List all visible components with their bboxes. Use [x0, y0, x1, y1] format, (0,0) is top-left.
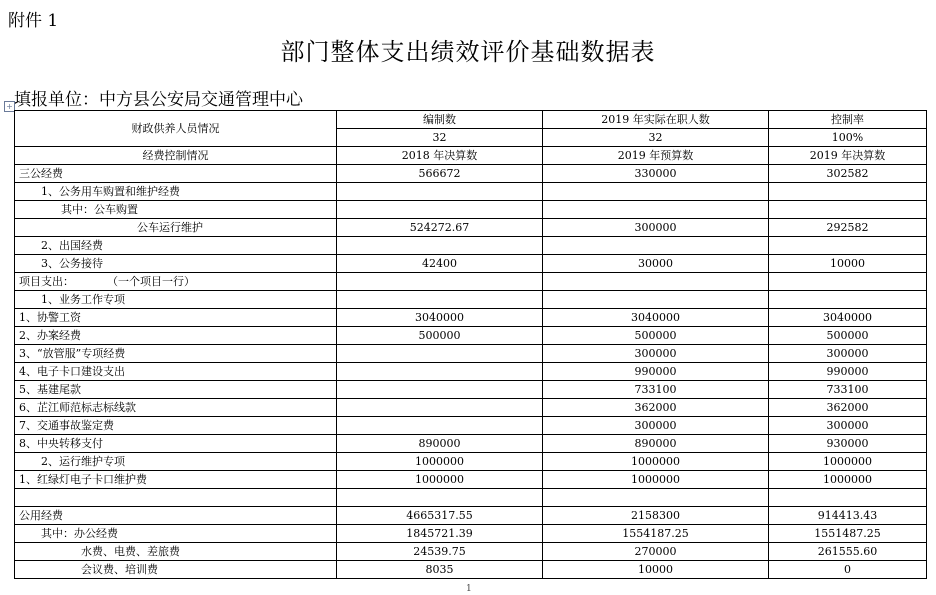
table-move-handle-icon[interactable]: + — [4, 101, 15, 112]
value-2019-budget — [543, 291, 769, 309]
row-label: 1、协警工资 — [15, 309, 337, 327]
value-2018-final: 1845721.39 — [337, 525, 543, 543]
row-label: 公车运行维护 — [15, 219, 337, 237]
table-row — [15, 291, 927, 309]
value-2018-final: 500000 — [337, 327, 543, 345]
row-label: 其中：公车购置 — [15, 201, 337, 219]
value-2019-final: 1551487.25 — [769, 525, 927, 543]
value-2019-final: 300000 — [769, 345, 927, 363]
value-2019-budget: 3040000 — [543, 309, 769, 327]
value-2019-budget: 2158300 — [543, 507, 769, 525]
value-2019-budget — [543, 201, 769, 219]
value-2019-final — [769, 237, 927, 255]
value-2018-final: 24539.75 — [337, 543, 543, 561]
value-2019-budget: 1000000 — [543, 453, 769, 471]
value-2019-final: 292582 — [769, 219, 927, 237]
value-2019-final: 733100 — [769, 381, 927, 399]
row-label: 6、芷江师范标志标线款 — [15, 399, 337, 417]
value-2019-budget: 733100 — [543, 381, 769, 399]
row-label: 项目支出： （一个项目一行） — [15, 273, 337, 291]
value-2019-budget: 270000 — [543, 543, 769, 561]
table-row — [15, 525, 927, 543]
row-label: 2、运行维护专项 — [15, 453, 337, 471]
value-2018-final: 890000 — [337, 435, 543, 453]
value-2019-final: 10000 — [769, 255, 927, 273]
staff-header-row — [15, 111, 927, 129]
row-label: 1、公务用车购置和维护经费 — [15, 183, 337, 201]
table-row — [15, 201, 927, 219]
value-2019-budget — [543, 489, 769, 507]
page-title: 部门整体支出绩效评价基础数据表 — [280, 38, 656, 66]
row-label: 水费、电费、差旅费 — [15, 543, 337, 561]
value-2019-budget — [543, 237, 769, 255]
value-2019-final: 1000000 — [769, 471, 927, 489]
performance-data-table — [14, 110, 927, 579]
row-label — [15, 489, 337, 507]
value-2019-budget: 1000000 — [543, 471, 769, 489]
table-row — [15, 183, 927, 201]
value-2019-budget: 1554187.25 — [543, 525, 769, 543]
table-row — [15, 381, 927, 399]
value-2019-budget: 30000 — [543, 255, 769, 273]
staff-actual-value: 32 — [543, 129, 769, 147]
value-2018-final: 4665317.55 — [337, 507, 543, 525]
table-row — [15, 273, 927, 291]
value-2018-final — [337, 381, 543, 399]
table-row — [15, 507, 927, 525]
value-2018-final — [337, 183, 543, 201]
table-row — [15, 399, 927, 417]
value-2019-final — [769, 201, 927, 219]
value-2018-final — [337, 273, 543, 291]
row-label: 4、电子卡口建设支出 — [15, 363, 337, 381]
value-2019-budget: 362000 — [543, 399, 769, 417]
table-row — [15, 417, 927, 435]
table-row — [15, 471, 927, 489]
value-2019-final — [769, 291, 927, 309]
row-label: 2、出国经费 — [15, 237, 337, 255]
value-2018-final — [337, 291, 543, 309]
table-row — [15, 453, 927, 471]
table-row — [15, 327, 927, 345]
value-2019-final — [769, 489, 927, 507]
row-label: 5、基建尾款 — [15, 381, 337, 399]
value-2019-budget — [543, 273, 769, 291]
value-2018-final: 8035 — [337, 561, 543, 579]
row-label: 1、业务工作专项 — [15, 291, 337, 309]
table-row — [15, 219, 927, 237]
table-row — [15, 489, 927, 507]
col-header-actual-staff: 2019 年实际在职人数 — [543, 111, 769, 129]
value-2019-final: 0 — [769, 561, 927, 579]
staff-authorized-value: 32 — [337, 129, 543, 147]
staff-label: 财政供养人员情况 — [15, 111, 337, 147]
value-2018-final — [337, 237, 543, 255]
value-2019-final: 990000 — [769, 363, 927, 381]
value-2019-budget: 890000 — [543, 435, 769, 453]
value-2019-budget: 300000 — [543, 219, 769, 237]
row-label: 8、中央转移支付 — [15, 435, 337, 453]
value-2018-final: 524272.67 — [337, 219, 543, 237]
value-2019-final — [769, 183, 927, 201]
value-2019-final: 261555.60 — [769, 543, 927, 561]
value-2019-budget — [543, 183, 769, 201]
table-row — [15, 309, 927, 327]
filler-unit-label: 填报单位：中方县公安局交通管理中心 — [14, 90, 303, 110]
value-2019-budget: 990000 — [543, 363, 769, 381]
row-label: 7、交通事故鉴定费 — [15, 417, 337, 435]
page-number: 1 — [466, 584, 472, 594]
row-label: 3、公务接待 — [15, 255, 337, 273]
value-2019-final: 1000000 — [769, 453, 927, 471]
value-2018-final — [337, 399, 543, 417]
row-label: 1、红绿灯电子卡口维护费 — [15, 471, 337, 489]
value-2018-final — [337, 489, 543, 507]
table-row — [15, 165, 927, 183]
value-2019-final: 500000 — [769, 327, 927, 345]
col-header-2019-budget: 2019 年预算数 — [543, 147, 769, 165]
value-2019-final: 302582 — [769, 165, 927, 183]
table-row — [15, 543, 927, 561]
table-row — [15, 237, 927, 255]
table-row — [15, 435, 927, 453]
value-2018-final — [337, 201, 543, 219]
value-2019-budget: 500000 — [543, 327, 769, 345]
row-label: 三公经费 — [15, 165, 337, 183]
fund-header-row — [15, 147, 927, 165]
value-2018-final: 3040000 — [337, 309, 543, 327]
col-header-control-rate: 控制率 — [769, 111, 927, 129]
col-header-2018-final: 2018 年决算数 — [337, 147, 543, 165]
value-2018-final: 1000000 — [337, 471, 543, 489]
fund-label: 经费控制情况 — [15, 147, 337, 165]
attachment-label: 附件 1 — [8, 11, 59, 31]
row-label: 3、“放管服”专项经费 — [15, 345, 337, 363]
row-label: 公用经费 — [15, 507, 337, 525]
value-2019-final: 914413.43 — [769, 507, 927, 525]
value-2018-final — [337, 417, 543, 435]
value-2018-final: 566672 — [337, 165, 543, 183]
value-2018-final: 42400 — [337, 255, 543, 273]
value-2019-final: 362000 — [769, 399, 927, 417]
value-2019-final — [769, 273, 927, 291]
value-2019-budget: 330000 — [543, 165, 769, 183]
value-2019-final: 300000 — [769, 417, 927, 435]
value-2019-budget: 10000 — [543, 561, 769, 579]
table-row — [15, 363, 927, 381]
row-label: 2、办案经费 — [15, 327, 337, 345]
value-2018-final — [337, 363, 543, 381]
value-2019-budget: 300000 — [543, 345, 769, 363]
col-header-authorized: 编制数 — [337, 111, 543, 129]
col-header-2019-final: 2019 年决算数 — [769, 147, 927, 165]
value-2019-final: 930000 — [769, 435, 927, 453]
value-2019-final: 3040000 — [769, 309, 927, 327]
table-row — [15, 561, 927, 579]
row-label: 会议费、培训费 — [15, 561, 337, 579]
value-2018-final — [337, 345, 543, 363]
table-row — [15, 255, 927, 273]
value-2019-budget: 300000 — [543, 417, 769, 435]
value-2018-final: 1000000 — [337, 453, 543, 471]
staff-control-rate-value: 100% — [769, 129, 927, 147]
row-label: 其中：办公经费 — [15, 525, 337, 543]
table-row — [15, 345, 927, 363]
